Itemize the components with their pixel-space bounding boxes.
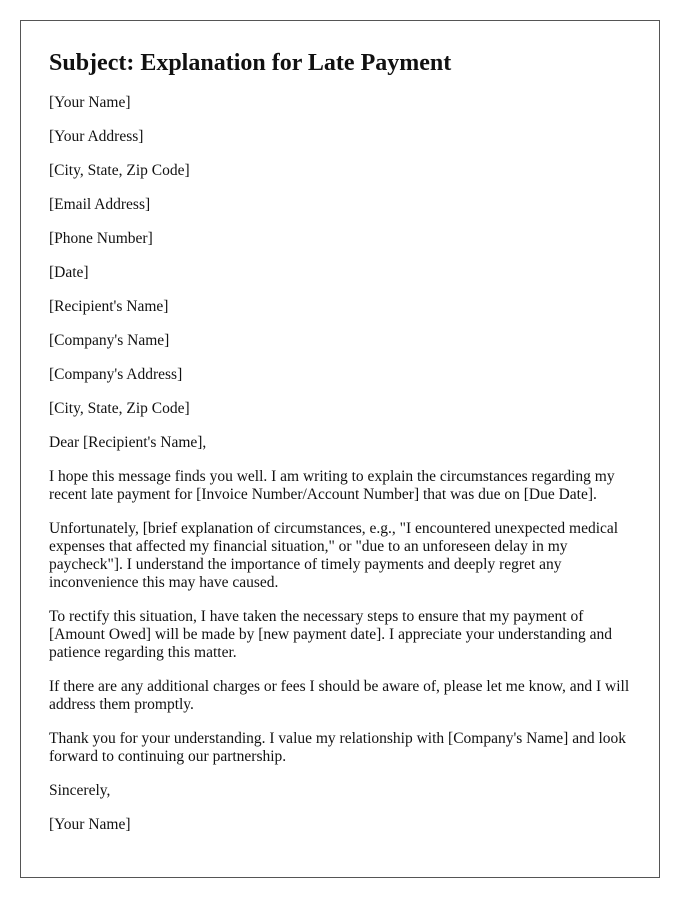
signature-name: [Your Name] bbox=[49, 816, 131, 833]
letter-subject: Subject: Explanation for Late Payment bbox=[49, 50, 452, 76]
body-paragraph-fees: If there are any additional charges or fees I should be aware of, please let me know, and I will address them promptly. bbox=[49, 678, 630, 713]
sender-phone: [Phone Number] bbox=[49, 230, 153, 247]
recipient-city-state-zip: [City, State, Zip Code] bbox=[49, 400, 190, 417]
body-paragraph-resolution: To rectify this situation, I have taken the necessary steps to ensure that my payment of [Amount Owed] will be made by [new payment date]. I appreciate your understanding and patience regarding this matter. bbox=[49, 608, 612, 661]
letter-date: [Date] bbox=[49, 264, 89, 281]
salutation: Dear [Recipient's Name], bbox=[49, 434, 207, 451]
recipient-name: [Recipient's Name] bbox=[49, 298, 169, 315]
body-paragraph-thanks: Thank you for your understanding. I value my relationship with [Company's Name] and look forward to continuing our partnership. bbox=[49, 730, 627, 765]
sender-email: [Email Address] bbox=[49, 196, 151, 213]
recipient-company: [Company's Name] bbox=[49, 332, 170, 349]
sender-city-state-zip: [City, State, Zip Code] bbox=[49, 162, 190, 179]
sender-address: [Your Address] bbox=[49, 128, 144, 145]
body-paragraph-explanation: Unfortunately, [brief explanation of circumstances, e.g., "I encountered unexpected medical expenses that affected my financial situation," or "due to an unforeseen delay in my paycheck"]. I understand the importance of timely payments and deeply regret any inconvenience this may have caused. bbox=[49, 520, 619, 591]
body-paragraph-intro: I hope this message finds you well. I am writing to explain the circumstances regarding my recent late payment for [Invoice Number/Account Number] that was due on [Due Date]. bbox=[49, 468, 615, 503]
recipient-company-address: [Company's Address] bbox=[49, 366, 183, 383]
sender-name: [Your Name] bbox=[49, 94, 131, 111]
letter-page bbox=[20, 20, 660, 878]
closing: Sincerely, bbox=[49, 782, 111, 799]
